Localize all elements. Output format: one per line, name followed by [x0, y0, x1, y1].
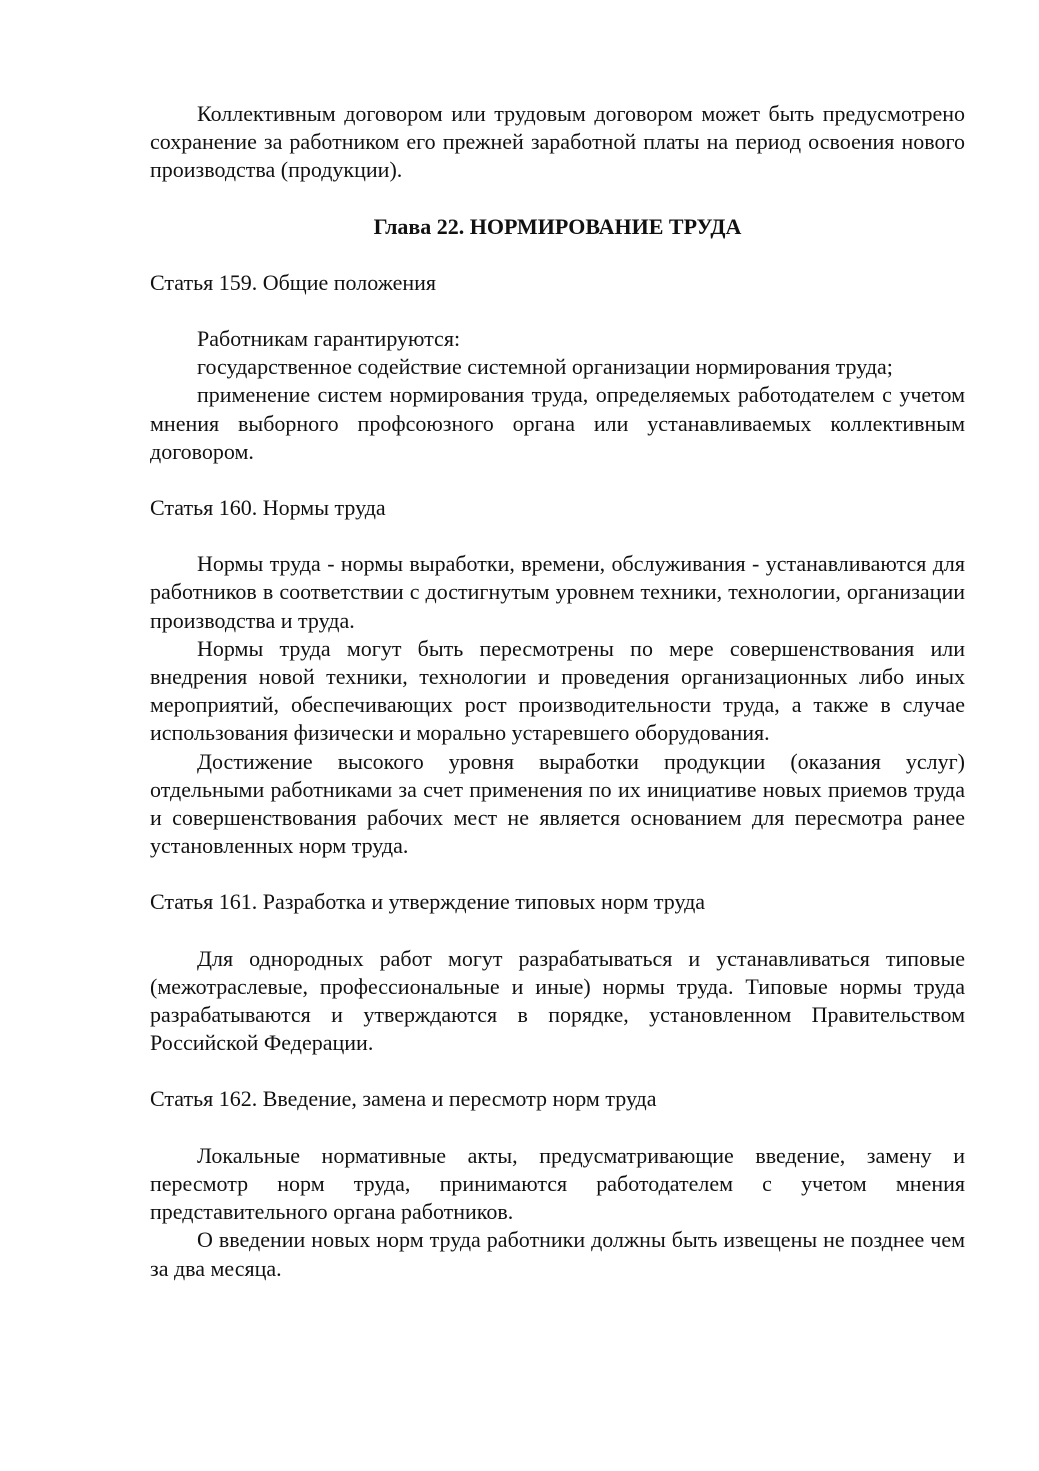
article-paragraph: Локальные нормативные акты, предусматривающие введение, замену и пересмотр норм труда, принимаются работодателем с учетом мнения представительного органа работников. — [150, 1142, 965, 1225]
article-paragraph: Достижение высокого уровня выработки продукции (оказания услуг) отдельными работниками за счет применения по их инициативе новых приемов труда и совершенствования рабочих мест не является основанием для пересмотра ранее установленных норм труда. — [150, 748, 965, 859]
document-page — [150, 100, 965, 1283]
spacer — [150, 185, 965, 213]
article-title: Статья 161. Разработка и утверждение типовых норм труда — [150, 889, 706, 915]
chapter-title: Глава 22. НОРМИРОВАНИЕ ТРУДА — [373, 213, 742, 239]
article-title: Статья 160. Нормы труда — [150, 495, 386, 521]
spacer — [150, 466, 965, 494]
spacer — [150, 297, 965, 325]
article-paragraph: Нормы труда - нормы выработки, времени, обслуживания - устанавливаются для работников в соответствии с достигнутым уровнем техники, технологии, организации производства и труда. — [150, 551, 965, 633]
article-paragraph: О введении новых норм труда работники должны быть извещены не позднее чем за два месяца. — [150, 1227, 965, 1281]
spacer — [150, 241, 965, 269]
article-paragraph: Работникам гарантируются: — [197, 326, 461, 352]
spacer — [150, 522, 965, 550]
article-paragraph: Для однородных работ могут разрабатываться и устанавливаться типовые (межотраслевые, профессиональные и иные) нормы труда. Типовые нормы труда разрабатываются и утверждаются в порядке, установленном Правительством Российской Федерации. — [150, 945, 965, 1056]
article-title: Статья 159. Общие положения — [150, 269, 437, 295]
article-paragraph: применение систем нормирования труда, определяемых работодателем с учетом мнения выборного профсоюзного органа или устанавливаемых коллективным договором. — [150, 382, 965, 464]
article-paragraph: Нормы труда могут быть пересмотрены по мере совершенствования или внедрения новой техники, технологии и проведения организационных либо иных мероприятий, обеспечивающих рост производительности труда, а также в случае использования физически и морально устаревшего оборудования. — [150, 635, 965, 746]
spacer — [150, 1057, 965, 1085]
spacer — [150, 860, 965, 888]
spacer — [150, 1114, 965, 1142]
article-title: Статья 162. Введение, замена и пересмотр норм труда — [150, 1086, 657, 1112]
intro-paragraph: Коллективным договором или трудовым договором может быть предусмотрено сохранение за работником его прежней заработной платы на период освоения нового производства (продукции). — [150, 101, 965, 183]
article-paragraph: государственное содействие системной организации нормирования труда; — [197, 354, 893, 380]
spacer — [150, 917, 965, 945]
